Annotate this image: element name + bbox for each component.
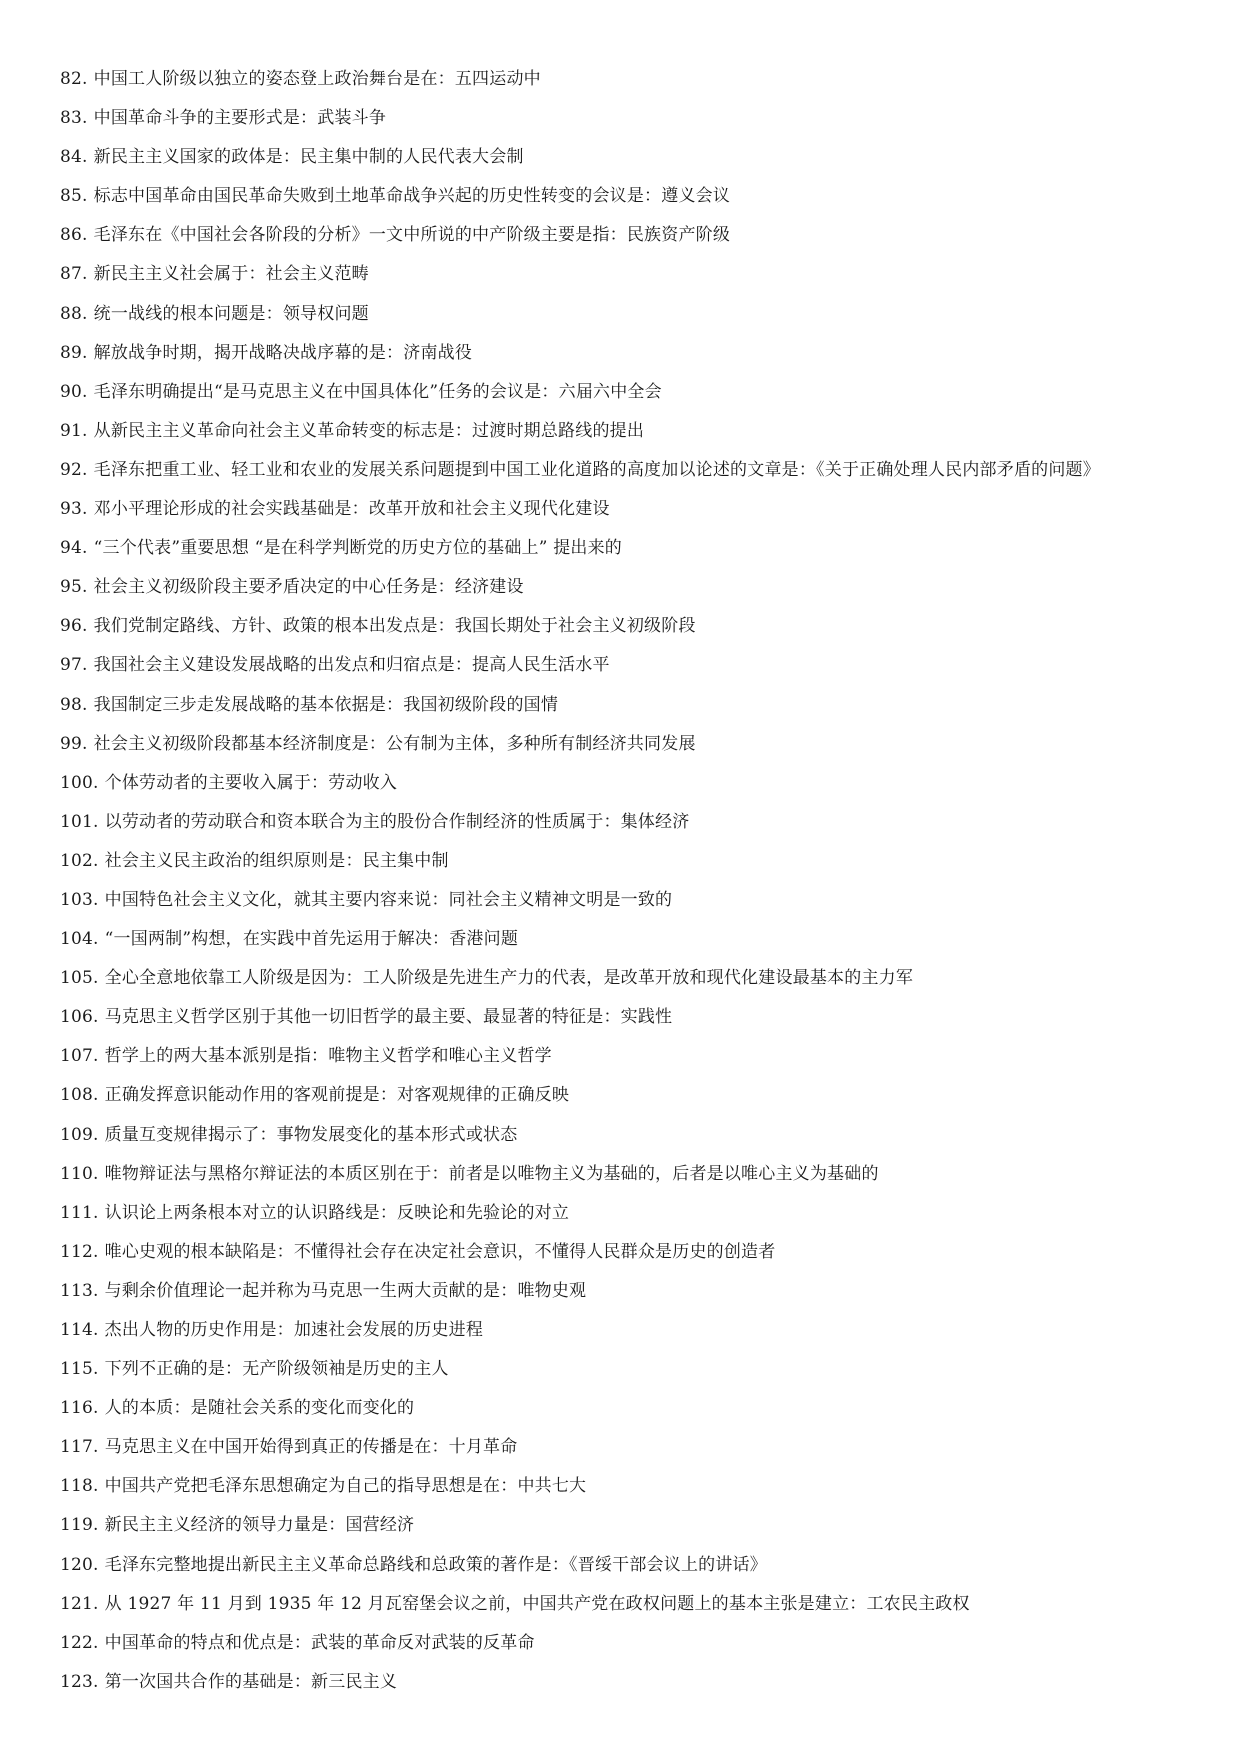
- item-text: 马克思主义在中国开始得到真正的传播是在：十月革命: [104, 1437, 518, 1458]
- item-number: 114.: [60, 1320, 99, 1340]
- item-number: 111.: [60, 1202, 99, 1223]
- list-item: [60, 60, 1210, 99]
- item-number: 115.: [60, 1359, 99, 1380]
- item-number: 112.: [60, 1241, 99, 1262]
- item-number: 85.: [60, 186, 88, 207]
- item-number: 82.: [60, 69, 88, 89]
- list-item: [60, 1311, 1210, 1350]
- item-number: 122.: [60, 1632, 99, 1653]
- item-number: 113.: [60, 1280, 99, 1301]
- item-text: 与剩余价值理论一起并称为马克思一生两大贡献的是：唯物史观: [104, 1280, 587, 1301]
- list-item: [60, 373, 1210, 412]
- list-item: [60, 1506, 1210, 1545]
- list-item: [60, 177, 1210, 216]
- item-text: 我国制定三步走发展战略的基本依据是：我国初级阶段的国情: [93, 694, 559, 715]
- item-text: 质量互变规律揭示了：事物发展变化的基本形式或状态: [104, 1124, 518, 1145]
- list-item: [60, 138, 1210, 177]
- item-text: 杰出人物的历史作用是：加速社会发展的历史进程: [104, 1320, 484, 1340]
- list-item: [60, 255, 1210, 294]
- list-item: [60, 529, 1210, 568]
- item-text: 中国工人阶级以独立的姿态登上政治舞台是在：五四运动中: [93, 69, 541, 89]
- list-item: [60, 998, 1210, 1037]
- item-number: 96.: [60, 616, 88, 637]
- list-item: [60, 686, 1210, 725]
- item-text: 全心全意地依靠工人阶级是因为：工人阶级是先进生产力的代表，是改革开放和现代化建设最基本的主力军: [104, 968, 914, 989]
- list-item: [60, 881, 1210, 920]
- list-item: [60, 1350, 1210, 1389]
- list-item: [60, 99, 1210, 138]
- list-item: [60, 1076, 1210, 1115]
- list-item: [60, 1233, 1210, 1272]
- qa-list: [60, 60, 1210, 1702]
- list-item: [60, 451, 1210, 490]
- item-number: 117.: [60, 1437, 99, 1458]
- list-item: [60, 412, 1210, 451]
- item-number: 91.: [60, 420, 88, 441]
- list-item: [60, 1272, 1210, 1311]
- item-number: 90.: [60, 381, 88, 402]
- item-text: 统一战线的根本问题是：领导权问题: [93, 303, 369, 324]
- item-text: 唯心史观的根本缺陷是：不懂得社会存在决定社会意识，不懂得人民群众是历史的创造者: [104, 1241, 776, 1262]
- list-item: [60, 216, 1210, 255]
- item-number: 88.: [60, 303, 88, 324]
- item-number: 123.: [60, 1671, 99, 1692]
- item-number: 95.: [60, 577, 88, 598]
- item-number: 119.: [60, 1515, 99, 1536]
- item-number: 104.: [60, 929, 99, 950]
- item-text: 中国共产党把毛泽东思想确定为自己的指导思想是在：中共七大: [104, 1476, 587, 1497]
- list-item: [60, 607, 1210, 646]
- item-text: 毛泽东把重工业、轻工业和农业的发展关系问题提到中国工业化道路的高度加以论述的文章是：《关于正确处理人民内部矛盾的问题》: [93, 459, 1100, 480]
- item-number: 84.: [60, 147, 88, 168]
- list-item: [60, 1663, 1210, 1702]
- item-number: 98.: [60, 694, 88, 715]
- list-item: [60, 920, 1210, 959]
- item-number: 108.: [60, 1085, 99, 1106]
- list-item: [60, 1546, 1210, 1585]
- item-text: 社会主义民主政治的组织原则是：民主集中制: [104, 850, 449, 871]
- item-text: 个体劳动者的主要收入属于：劳动收入: [104, 772, 398, 793]
- item-number: 106.: [60, 1007, 99, 1028]
- item-text: 新民主主义国家的政体是：民主集中制的人民代表大会制: [93, 147, 524, 168]
- item-text: 第一次国共合作的基础是：新三民主义: [104, 1671, 398, 1692]
- item-text: “三个代表”重要思想 “是在科学判断党的历史方位的基础上” 提出来的: [93, 538, 623, 559]
- item-number: 100.: [60, 772, 99, 793]
- item-number: 110.: [60, 1163, 99, 1184]
- item-text: 社会主义初级阶段都基本经济制度是：公有制为主体，多种所有制经济共同发展: [93, 733, 696, 754]
- list-item: [60, 842, 1210, 881]
- item-number: 105.: [60, 968, 99, 989]
- list-item: [60, 568, 1210, 607]
- item-text: 马克思主义哲学区别于其他一切旧哲学的最主要、最显著的特征是：实践性: [104, 1007, 673, 1028]
- item-text: 中国特色社会主义文化，就其主要内容来说：同社会主义精神文明是一致的: [104, 889, 673, 910]
- list-item: [60, 334, 1210, 373]
- document-page: [60, 60, 1210, 1702]
- list-item: [60, 490, 1210, 529]
- list-item: [60, 1624, 1210, 1663]
- item-number: 94.: [60, 538, 88, 559]
- item-text: “一国两制”构想，在实践中首先运用于解决：香港问题: [104, 929, 519, 950]
- item-number: 101.: [60, 811, 99, 832]
- item-text: 从 1927 年 11 月到 1935 年 12 月瓦窑堡会议之前，中国共产党在政权问题上的基本主张是建立：工农民主政权: [104, 1593, 970, 1614]
- item-text: 标志中国革命由国民革命失败到土地革命战争兴起的历史性转变的会议是：遵义会议: [93, 186, 731, 207]
- list-item: [60, 1467, 1210, 1506]
- item-text: 新民主主义经济的领导力量是：国营经济: [104, 1515, 415, 1536]
- item-number: 97.: [60, 655, 88, 676]
- list-item: [60, 725, 1210, 764]
- item-number: 86.: [60, 225, 88, 246]
- list-item: [60, 295, 1210, 334]
- list-item: [60, 646, 1210, 685]
- item-text: 毛泽东明确提出“是马克思主义在中国具体化”任务的会议是：六届六中全会: [93, 381, 662, 402]
- list-item: [60, 1116, 1210, 1155]
- item-number: 87.: [60, 264, 88, 285]
- item-text: 新民主主义社会属于：社会主义范畴: [93, 264, 369, 285]
- list-item: [60, 764, 1210, 803]
- item-number: 103.: [60, 889, 99, 910]
- item-number: 83.: [60, 108, 88, 129]
- item-text: 正确发挥意识能动作用的客观前提是：对客观规律的正确反映: [104, 1085, 570, 1106]
- item-number: 120.: [60, 1554, 99, 1575]
- item-text: 解放战争时期，揭开战略决战序幕的是：济南战役: [93, 342, 473, 363]
- item-text: 邓小平理论形成的社会实践基础是：改革开放和社会主义现代化建设: [93, 499, 610, 520]
- item-text: 毛泽东完整地提出新民主主义革命总路线和总政策的著作是：《晋绥干部会议上的讲话》: [104, 1554, 767, 1575]
- item-number: 89.: [60, 342, 88, 363]
- item-text: 认识论上两条根本对立的认识路线是：反映论和先验论的对立: [104, 1202, 570, 1223]
- item-number: 102.: [60, 850, 99, 871]
- item-number: 92.: [60, 459, 88, 480]
- item-text: 社会主义初级阶段主要矛盾决定的中心任务是：经济建设: [93, 577, 524, 598]
- item-text: 下列不正确的是：无产阶级领袖是历史的主人: [104, 1359, 449, 1380]
- item-text: 中国革命斗争的主要形式是：武装斗争: [93, 108, 387, 129]
- list-item: [60, 1428, 1210, 1467]
- item-number: 121.: [60, 1593, 99, 1614]
- item-text: 毛泽东在《中国社会各阶段的分析》一文中所说的中产阶级主要是指：民族资产阶级: [93, 225, 731, 246]
- list-item: [60, 1037, 1210, 1076]
- item-text: 中国革命的特点和优点是：武装的革命反对武装的反革命: [104, 1632, 535, 1653]
- item-text: 以劳动者的劳动联合和资本联合为主的股份合作制经济的性质属于：集体经济: [104, 811, 690, 832]
- item-number: 109.: [60, 1124, 99, 1145]
- item-number: 118.: [60, 1476, 99, 1497]
- list-item: [60, 959, 1210, 998]
- item-text: 唯物辩证法与黑格尔辩证法的本质区别在于：前者是以唯物主义为基础的，后者是以唯心主义为基础的: [104, 1163, 879, 1184]
- item-text: 我们党制定路线、方针、政策的根本出发点是：我国长期处于社会主义初级阶段: [93, 616, 696, 637]
- item-number: 107.: [60, 1046, 99, 1067]
- item-number: 99.: [60, 733, 88, 754]
- list-item: [60, 1194, 1210, 1233]
- list-item: [60, 1389, 1210, 1428]
- list-item: [60, 803, 1210, 842]
- list-item: [60, 1155, 1210, 1194]
- item-text: 我国社会主义建设发展战略的出发点和归宿点是：提高人民生活水平: [93, 655, 610, 676]
- item-text: 哲学上的两大基本派别是指：唯物主义哲学和唯心主义哲学: [104, 1046, 552, 1067]
- item-number: 116.: [60, 1398, 99, 1419]
- list-item: [60, 1585, 1210, 1624]
- item-text: 从新民主主义革命向社会主义革命转变的标志是：过渡时期总路线的提出: [93, 420, 645, 441]
- item-number: 93.: [60, 499, 88, 520]
- item-text: 人的本质：是随社会关系的变化而变化的: [104, 1398, 415, 1419]
